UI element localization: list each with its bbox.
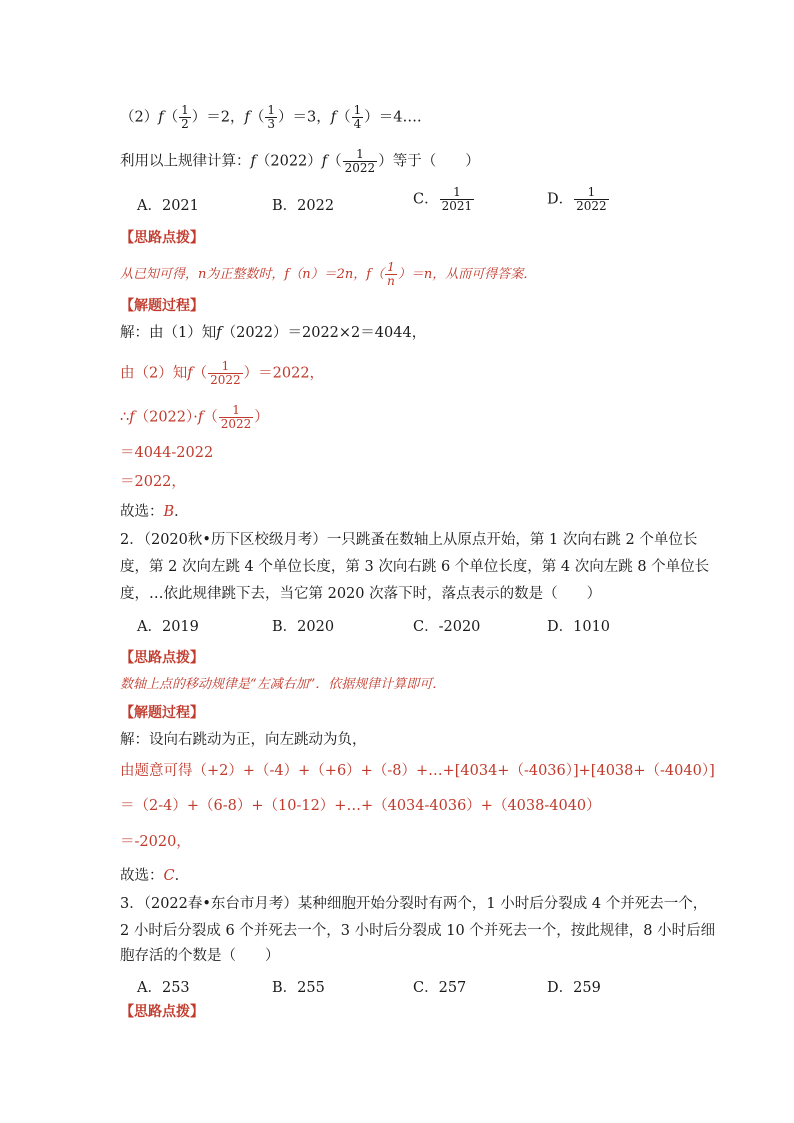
text: ）: [364, 109, 379, 126]
q1-option-b: B．2022: [272, 198, 335, 214]
denominator: 2022: [220, 417, 252, 431]
q2-hint-heading: 【思路点拨】: [120, 650, 204, 666]
fraction-1-4: [352, 104, 364, 131]
func-f: f: [366, 267, 372, 282]
q1-hint-heading: 【思路点拨】: [120, 230, 204, 246]
text: （2022）: [255, 153, 322, 170]
q2-stem-line-2: 度，第 2 次向左跳 4 个单位长度，第 3 次向右跳 6 个单位长度，第 4 次向左跳 8 个单位长: [120, 559, 710, 575]
fraction-1-2022: [208, 360, 243, 387]
text: 由（2）知: [120, 365, 188, 382]
fraction-1-n: [385, 261, 397, 288]
numerator: 1: [232, 403, 240, 417]
q1-calc-line: [120, 148, 480, 175]
q2-hint-text: 数轴上点的移动规律是“左减右加”．依据规律计算即可．: [120, 677, 446, 692]
text: ）＝2: [310, 267, 345, 282]
func-f: f: [244, 109, 250, 126]
numerator: 1: [387, 260, 395, 274]
q2-stem-line-1: 2．（2020秋•历下区校级月考）一只跳蚤在数轴上从原点开始，第 1 次向右跳 2 个单位长: [120, 532, 698, 548]
fraction-1-2: [179, 104, 191, 131]
text: 为正整数时，: [206, 267, 285, 282]
text: （: [192, 365, 208, 382]
func-f: f: [330, 109, 337, 126]
numerator: 1: [453, 185, 461, 199]
q2-option-a: A．2019: [137, 619, 199, 635]
func-f: f: [321, 153, 328, 170]
text: （2022）·: [134, 409, 198, 426]
text: ，: [353, 267, 367, 282]
fraction-1-2022: [343, 148, 378, 175]
q1-option-d: [547, 186, 610, 213]
q3-option-d: D．259: [547, 980, 601, 996]
text: ）＝2022，: [243, 365, 325, 382]
func-f: f: [197, 409, 204, 426]
denominator: 2: [181, 117, 189, 131]
text: 从已知可得，: [120, 267, 199, 282]
q1-condition-line: [120, 104, 422, 131]
text: （: [249, 109, 265, 126]
q1-answer-line: [120, 502, 189, 522]
fraction-1-2021: [440, 186, 475, 213]
text: ）: [254, 409, 269, 426]
q3-stem-line-3: 胞存活的个数是（ ）: [120, 948, 280, 964]
text: ）: [191, 109, 207, 126]
q1-option-a: A．2021: [137, 198, 199, 214]
q2-solution-line-3: ＝（2-4）+（6-8）+（10-12）+…+（4034-4036）+（4038-4040）: [120, 798, 601, 814]
q2-answer-line: [120, 866, 189, 886]
numerator: 1: [181, 103, 189, 117]
q3-option-a: A．253: [137, 980, 190, 996]
q3-option-b: B．255: [272, 980, 325, 996]
func-f: f: [216, 325, 222, 341]
text: （: [336, 109, 351, 126]
fraction-1-2022: [219, 404, 254, 431]
denominator: n: [387, 274, 395, 288]
text: （2022）＝2022×2＝4044，: [221, 325, 427, 341]
text: ．: [174, 868, 190, 884]
q1-hint-text: [120, 261, 536, 288]
func-f: f: [250, 153, 256, 170]
denominator: 2021: [441, 199, 473, 213]
text: 利用以上规律计算：: [120, 153, 251, 170]
text: ∴: [120, 409, 130, 426]
q3-hint-heading: 【思路点拨】: [120, 1004, 204, 1020]
numerator: 1: [587, 185, 596, 199]
text: 解：由（1）知: [120, 325, 217, 341]
text: （: [327, 153, 342, 170]
text: （: [289, 267, 303, 282]
text: ）＝: [397, 267, 424, 282]
text: ，从而可得答案．: [432, 267, 537, 282]
q1-solution-line-5: ＝2022，: [120, 474, 186, 490]
numerator: 1: [267, 103, 275, 117]
answer-letter: C: [163, 868, 175, 884]
denominator: 4: [353, 117, 362, 131]
text: ．: [174, 504, 189, 520]
text: ＝3，: [292, 109, 331, 126]
numerator: 1: [221, 359, 230, 373]
denominator: 3: [267, 117, 275, 131]
q2-solution-line-4: ＝-2020，: [120, 834, 191, 850]
func-f: f: [187, 365, 193, 382]
q3-stem-line-2: 2 小时后分裂成 6 个并死去一个，3 小时后分裂成 10 个并死去一个，按此规律，8 小时后细: [120, 923, 716, 939]
answer-letter: B: [163, 504, 175, 520]
text: ＝2，: [206, 109, 245, 126]
text: 故选：: [120, 868, 164, 884]
text: （2）: [120, 109, 159, 126]
q1-solution-line-4: ＝4044-2022: [120, 445, 214, 461]
option-label: C．: [413, 191, 439, 208]
fraction-1-2022: [574, 186, 609, 213]
text: （: [203, 409, 218, 426]
func-f: f: [158, 109, 164, 126]
q2-option-d: D．1010: [547, 619, 611, 635]
denominator: 2022: [576, 199, 607, 213]
q2-stem-line-3: 度，…依此规律跳下去，当它第 2020 次落下时，落点表示的数是（ ）: [120, 586, 602, 602]
q3-option-c: C．257: [413, 980, 467, 996]
q2-option-c: C．-2020: [413, 619, 481, 635]
q2-option-b: B．2020: [272, 619, 335, 635]
q1-solution-heading: 【解题过程】: [120, 298, 204, 314]
denominator: 2022: [210, 373, 241, 387]
q2-solution-line-1: 解：设向右跳动为正，向左跳动为负，: [120, 732, 367, 748]
q1-solution-line-1: [120, 323, 426, 343]
func-f: f: [284, 267, 290, 282]
q2-solution-heading: 【解题过程】: [120, 705, 204, 721]
q1-solution-line-3: [120, 404, 269, 431]
text: ）等于（ ）: [378, 153, 480, 170]
text: ＝4….: [378, 109, 422, 126]
text: 故选：: [120, 504, 164, 520]
text: （: [163, 109, 179, 126]
q1-solution-line-2: [120, 360, 324, 387]
var-n: n: [423, 267, 433, 282]
numerator: 1: [353, 103, 362, 117]
fraction-1-3: [265, 104, 277, 131]
func-f: f: [129, 409, 135, 426]
text: （: [371, 267, 385, 282]
q2-solution-line-2: 由题意可得（+2）+（-4）+（+6）+（-8）+…+[4034+（-4036）]+[4038+（-4040）]: [120, 763, 715, 779]
numerator: 1: [356, 147, 364, 161]
option-label: D．: [547, 191, 574, 208]
denominator: 2022: [344, 161, 376, 175]
var-n: n: [344, 267, 354, 282]
q3-stem-line-1: 3．（2022春•东台市月考）某种细胞开始分裂时有两个，1 小时后分裂成 4 个并死去一个，: [120, 896, 708, 912]
text: ）: [278, 109, 293, 126]
var-n: n: [198, 267, 207, 282]
q1-option-c: [413, 186, 475, 213]
var-n: n: [302, 267, 311, 282]
